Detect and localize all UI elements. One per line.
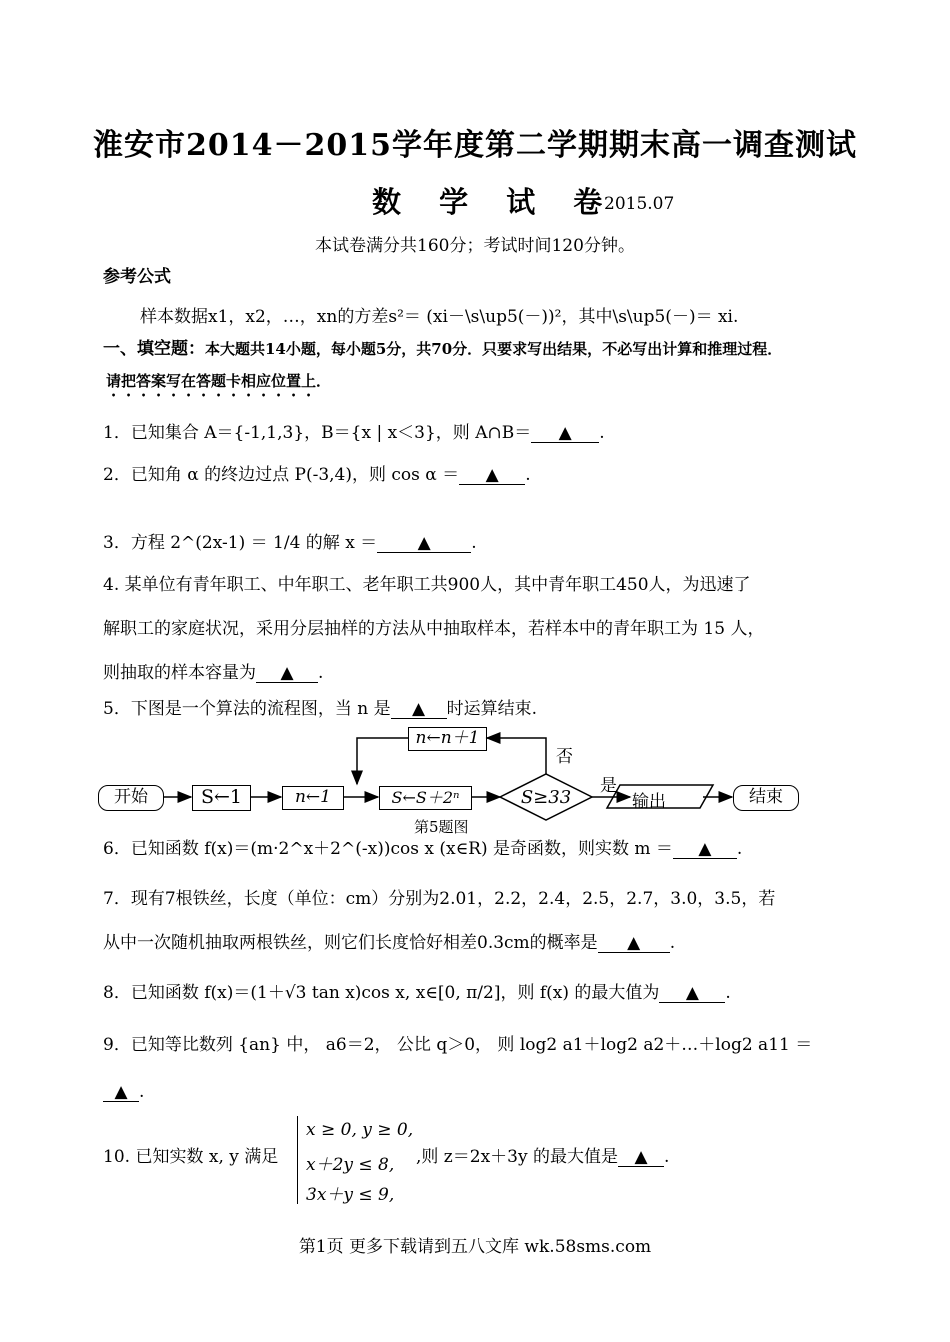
question-4-line-2: 解职工的家庭状况，采用分层抽样的方法从中抽取样本，若样本中的青年职工为 15 人，: [103, 619, 765, 639]
answer-blank: ▲: [377, 534, 471, 553]
answer-blank: ▲: [459, 466, 525, 485]
flow-update-s: S←S＋2ⁿ: [379, 786, 472, 810]
flow-output: 输出: [632, 792, 666, 812]
question-1: 1．已知集合 A＝{-1,1,3}，B＝{x | x＜3}，则 A∩B＝ ▲ .: [103, 423, 605, 443]
question-10-pre: 10. 已知实数 x, y 满足: [103, 1147, 279, 1167]
question-6: 6．已知函数 f(x)＝(m·2^x＋2^(-x))cos x (x∈R) 是奇函数，则实数 m ＝ ▲ .: [103, 839, 743, 859]
constraint-3: 3x＋y ≤ 9,: [306, 1185, 395, 1205]
flow-yes-label: 是: [600, 776, 617, 796]
formula-heading: 参考公式: [103, 267, 171, 287]
exam-date: 2015.07: [604, 194, 675, 214]
question-8: 8．已知函数 f(x)＝(1＋√3 tan x)cos x, x∈[0, π/2]，则 f(x) 的最大值为 ▲ .: [103, 983, 731, 1003]
flow-end: 结束: [733, 785, 799, 811]
flow-condition: S≥33: [520, 787, 572, 808]
answer-blank: ▲: [103, 1083, 139, 1102]
section-desc: 本大题共14小题，每小题5分，共70分．只要求写出结果，不必写出计算和推理过程．: [205, 340, 783, 358]
flow-init-s: S←1: [192, 785, 251, 811]
question-5: 5．下图是一个算法的流程图，当 n 是 ▲ 时运算结束.: [103, 699, 537, 719]
constraint-brace: [297, 1116, 306, 1204]
flow-init-n: n←1: [282, 786, 344, 810]
constraint-1: x ≥ 0, y ≥ 0,: [306, 1120, 414, 1140]
answer-blank: ▲: [598, 934, 670, 953]
constraint-2: x＋2y ≤ 8,: [306, 1155, 395, 1175]
formula-text: 样本数据x1，x2，…，xn的方差s²＝ (xi－\s\up5(－))²，其中\s\up5(－)＝ xi.: [140, 307, 739, 327]
question-4-line-3: 则抽取的样本容量为 ▲ .: [103, 663, 324, 683]
page-footer: 第1页 更多下载请到五八文库 wk.58sms.com: [298, 1237, 652, 1257]
question-7-line-1: 7．现有7根铁丝，长度（单位：cm）分别为2.01，2.2，2.4，2.5，2.7，3.0，3.5，若: [103, 889, 776, 909]
question-4-line-1: 4. 某单位有青年职工、中年职工、老年职工共900人，其中青年职工450人，为迅速了: [103, 575, 751, 595]
section-desc2: 请把答案写在答题卡相应位置上．: [106, 372, 332, 390]
question-3: 3．方程 2^(2x-1) ＝ 1/4 的解 x ＝ ▲ .: [103, 533, 477, 553]
answer-blank: ▲: [391, 700, 447, 719]
flowchart-caption: 第5题图: [414, 818, 469, 836]
question-2: 2．已知角 α 的终边过点 P(-3,4)，则 cos α ＝ ▲ .: [103, 465, 531, 485]
flow-increment-n: n←n＋1: [408, 727, 487, 751]
exam-subtitle: 数 学 试 卷: [372, 185, 617, 219]
question-9: 9．已知等比数列 {an} 中， a6＝2， 公比 q＞0， 则 log2 a1＋log2 a2＋…＋log2 a11 ＝: [103, 1035, 813, 1055]
exam-note: 本试卷满分共160分；考试时间120分钟。: [315, 236, 635, 256]
question-7-line-2: 从中一次随机抽取两根铁丝，则它们长度恰好相差0.3cm的概率是 ▲ .: [103, 933, 676, 953]
flow-no-label: 否: [556, 747, 573, 767]
section-heading: 一、填空题：: [103, 339, 205, 359]
answer-blank: ▲: [256, 664, 318, 683]
answer-blank: ▲: [659, 984, 725, 1003]
question-10-post: ,则 z＝2x＋3y 的最大值是 ▲ .: [416, 1147, 670, 1167]
answer-blank: ▲: [673, 840, 737, 859]
answer-blank: ▲: [618, 1148, 664, 1167]
page-title: 淮安市2014－2015学年度第二学期期末高一调查测试: [93, 128, 857, 163]
answer-blank: ▲: [531, 424, 599, 443]
question-9-answer: ▲ .: [103, 1082, 144, 1102]
flow-start: 开始: [98, 785, 164, 811]
